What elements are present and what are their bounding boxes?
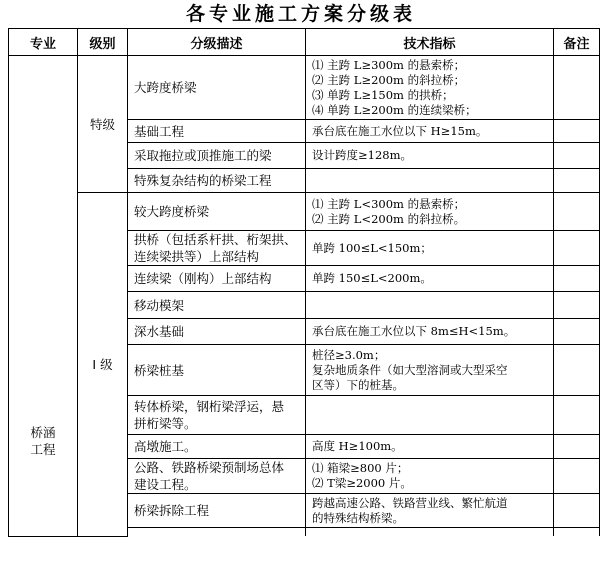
spec-cell (306, 345, 554, 396)
spec-cell (306, 494, 554, 528)
cell-line: 复杂地质条件（如大型溶洞或大型采空 (312, 362, 508, 377)
cell-line: 高墩施工。 (134, 439, 197, 454)
cell-line: 大跨度桥梁 (134, 80, 197, 95)
note-cell (554, 143, 600, 169)
header-spec: 技术指标 (306, 29, 554, 56)
cell-line: ⑷ 单跨 L≥200m 的连续梁桥； (312, 102, 477, 117)
cell-line: 公路、铁路桥梁预制场总体 (134, 460, 285, 475)
spec-cell (306, 319, 554, 345)
cell-line: 设计跨度≥128m。 (312, 148, 412, 162)
cut-cell (128, 528, 306, 537)
grading-table (8, 28, 600, 537)
desc-cell (128, 169, 306, 193)
note-cell (554, 169, 600, 193)
spec-cell (306, 266, 554, 292)
spec-cell (306, 143, 554, 169)
cell-line: 区等）下的桩基。 (312, 377, 404, 392)
desc-cell (128, 120, 306, 143)
cell-line: ⑴ 主跨 L<300m 的悬索桥； (312, 196, 466, 211)
grade-cell-special: 特级 (78, 56, 128, 193)
cell-line: 高度 H≥100m。 (312, 439, 403, 453)
note-cell (554, 345, 600, 396)
cell-line: 拱桥（包括系杆拱、桁架拱、 (134, 232, 297, 247)
spec-cell (306, 292, 554, 319)
cell-line: 承台底在施工水位以下 H≥15m。 (312, 123, 488, 138)
spec-cell (306, 231, 554, 266)
cell-line: ⑵ 主跨 L≥200m 的斜拉桥； (312, 72, 466, 87)
spec-cell (306, 169, 554, 193)
cell-line: 单跨 100≤L<150m； (312, 240, 432, 255)
grade-cell-one: I 级 (78, 193, 128, 537)
note-cell (554, 266, 600, 292)
desc-cell (128, 494, 306, 528)
cell-line: 桥梁拆除工程 (134, 503, 210, 518)
desc-cell (128, 193, 306, 231)
header-note: 备注 (554, 29, 600, 56)
desc-cell (128, 459, 306, 494)
cell-line: 跨越高速公路、铁路营业线、繁忙航道 (312, 495, 508, 510)
note-cell (554, 193, 600, 231)
desc-cell (128, 143, 306, 169)
cell-line: ⑵ T梁≥2000 片。 (312, 476, 412, 490)
desc-cell (128, 266, 306, 292)
cell-line: 连续梁拱等）上部结构 (134, 249, 260, 264)
note-cell (554, 292, 600, 319)
spec-cell (306, 120, 554, 143)
cell-line: 工程 (30, 441, 56, 457)
cell-line: 拼桁梁等。 (134, 416, 197, 431)
cell-line: 采取拖拉或顶推施工的梁 (134, 148, 272, 163)
note-cell (554, 435, 600, 459)
cell-line: 建设工程。 (134, 477, 197, 492)
desc-cell (128, 292, 306, 319)
table-row (9, 56, 600, 120)
spec-cell (306, 56, 554, 120)
spec-cell (306, 435, 554, 459)
cell-line: ⑵ 主跨 L<200m 的斜拉桥。 (312, 211, 466, 226)
cell-line: 特殊复杂结构的桥梁工程 (134, 173, 272, 188)
cell-line: 转体桥梁，钢桁梁浮运，悬 (134, 399, 285, 414)
cell-line: 桩径≥3.0m； (312, 347, 386, 362)
cell-line: 移动模架 (134, 297, 185, 313)
cut-cell (306, 528, 554, 537)
note-cell (554, 396, 600, 435)
desc-cell (128, 56, 306, 120)
table-row (9, 193, 600, 231)
cell-line: 桥涵 (30, 424, 56, 440)
cell-line: ⑴ 主跨 L≥300m 的悬索桥； (312, 57, 466, 72)
header-major: 专业 (9, 29, 78, 56)
note-cell (554, 494, 600, 528)
major-cell (9, 56, 78, 537)
note-cell (554, 231, 600, 266)
cell-line: 深水基础 (134, 324, 185, 339)
cell-line: ⑴ 箱梁≥800 片； (312, 461, 409, 475)
table-body (9, 56, 600, 537)
note-cell (554, 459, 600, 494)
note-cell (554, 56, 600, 120)
header-desc: 分级描述 (128, 29, 306, 56)
spec-cell (306, 193, 554, 231)
cut-cell (554, 528, 600, 537)
cell-line: 承台底在施工水位以下 8m≤H<15m。 (312, 324, 516, 338)
desc-cell (128, 345, 306, 396)
spec-cell (306, 459, 554, 494)
cell-line: ⑶ 单跨 L≥150m 的拱桥； (312, 87, 454, 102)
note-cell (554, 319, 600, 345)
cell-line: 连续梁（刚构）上部结构 (134, 271, 272, 286)
cell-line: 桥梁桩基 (134, 362, 185, 378)
cell-line: 的特殊结构桥梁。 (312, 510, 404, 525)
cell-line: 较大跨度桥梁 (134, 204, 210, 219)
desc-cell (128, 435, 306, 459)
cell-line: 基础工程 (134, 123, 185, 139)
spec-cell (306, 396, 554, 435)
header-grade: 级别 (78, 29, 128, 56)
header-row (9, 29, 600, 56)
page-title: 各专业施工方案分级表 (185, 3, 416, 25)
desc-cell (128, 396, 306, 435)
note-cell (554, 120, 600, 143)
cell-line: 单跨 150≤L<200m。 (312, 271, 432, 285)
desc-cell (128, 319, 306, 345)
desc-cell (128, 231, 306, 266)
